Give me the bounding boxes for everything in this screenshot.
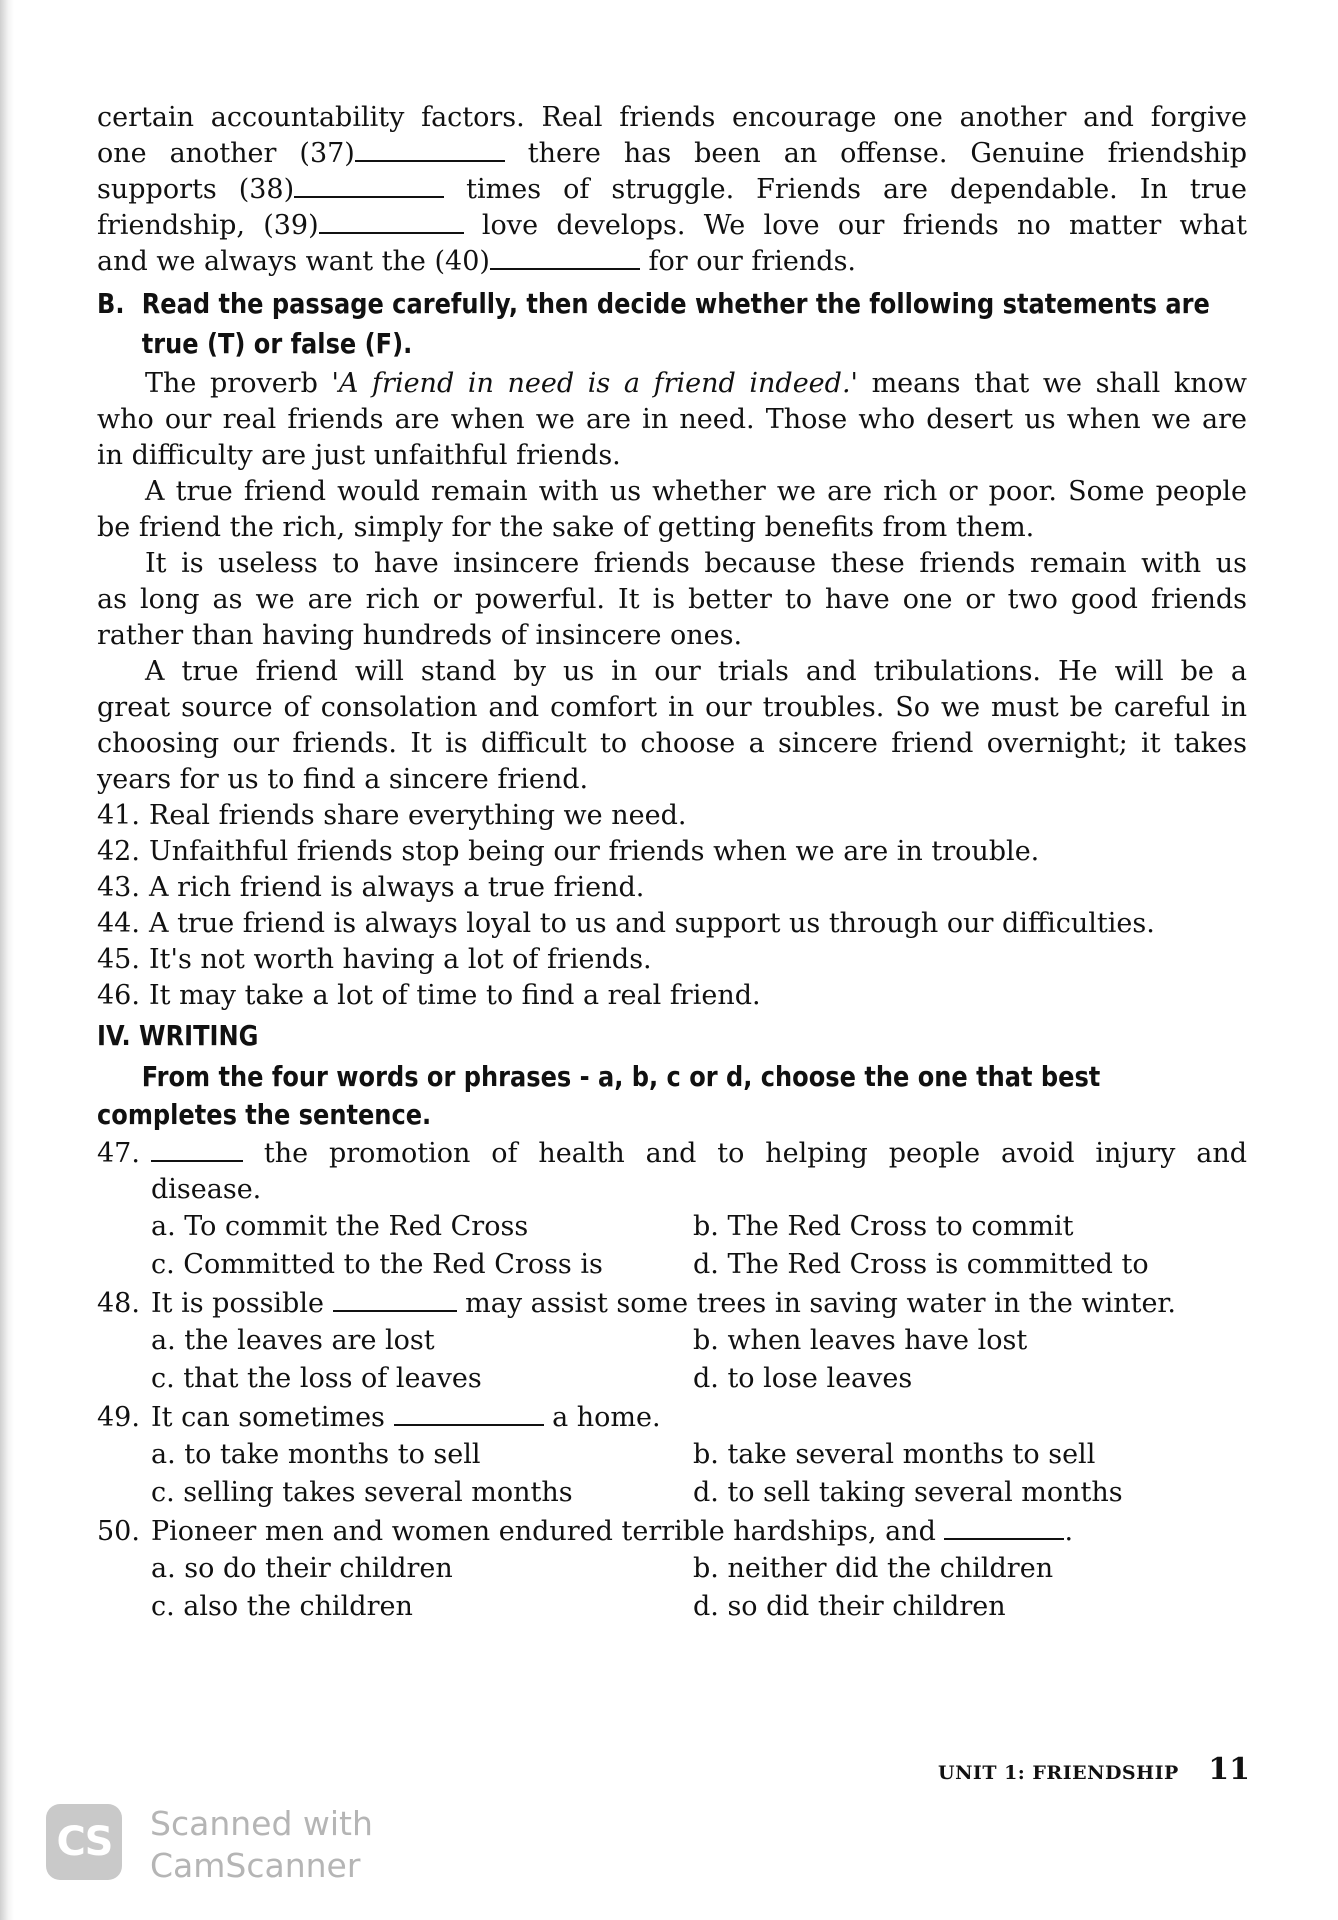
option-c: c. also the children: [151, 1591, 413, 1622]
option-d: d. to lose leaves: [693, 1363, 913, 1394]
unit-title: UNIT 1: FRIENDSHIP: [938, 1762, 1179, 1784]
passage-text: love develops. We love our friends no matter what: [463, 210, 1247, 241]
statement-text: Real friends share everything we need.: [149, 800, 687, 831]
question-stem: [97, 1400, 1247, 1436]
statement-number: 42.: [97, 836, 140, 867]
passage-text: friendship, (39): [97, 210, 319, 241]
question-text: [151, 1136, 1247, 1208]
passage-line: who our real friends are when we are in need. Those who desert us when we are: [97, 404, 1247, 435]
instruction-line: true (T) or false (F).: [141, 327, 413, 360]
passage-line: [97, 172, 1247, 208]
options: [151, 1550, 1247, 1626]
passage-line: [97, 208, 1247, 244]
question-text-part: the promotion of health and to helping people avoid injury and: [243, 1138, 1247, 1169]
statement-item: [97, 870, 1247, 906]
proverb-italic: A friend in need is a friend indeed.: [338, 368, 851, 399]
option-a: a. To commit the Red Cross: [151, 1211, 529, 1242]
option-c: c. selling takes several months: [151, 1477, 573, 1508]
passage-text: for our friends.: [639, 246, 857, 277]
answer-blank: [944, 1514, 1064, 1540]
section-b-heading: [97, 284, 1248, 364]
option-b: b. when leaves have lost: [693, 1325, 1028, 1356]
blank-38: [294, 172, 444, 198]
statement-text: It may take a lot of time to find a real friend.: [149, 980, 761, 1011]
passage-line: be friend the rich, simply for the sake of getting benefits from them.: [97, 512, 1035, 543]
question-47: [97, 1136, 1247, 1284]
statement-text: A true friend is always loyal to us and support us through our difficulties.: [149, 908, 1155, 939]
page-footer: [938, 1752, 1250, 1787]
passage-text: supports (38): [97, 174, 295, 205]
question-text-part: It can sometimes: [151, 1402, 394, 1433]
passage-text: The proverb ': [145, 368, 339, 399]
camscanner-watermark: [150, 1803, 373, 1887]
instruction-line: Read the passage carefully, then decide whether the following statements are: [141, 287, 1210, 320]
statement-item: [97, 906, 1247, 942]
passage-text: ' means that we shall know: [850, 368, 1247, 399]
option-d: d. so did their children: [693, 1591, 1006, 1622]
watermark-line: Scanned with: [150, 1804, 373, 1843]
passage-line: choosing our friends. It is difficult to choose a sincere friend overnight; it takes: [97, 728, 1247, 759]
statement-number: 46.: [97, 980, 140, 1011]
option-d: d. to sell taking several months: [693, 1477, 1123, 1508]
page-edge-shadow: [0, 0, 14, 1920]
camscanner-logo: [46, 1804, 122, 1880]
section-iv-heading: IV. WRITING: [97, 1019, 259, 1052]
section-b-label: B.: [97, 287, 125, 320]
passage-text: one another (37): [97, 138, 355, 169]
passage-b: [97, 366, 1247, 798]
passage-line: in difficulty are just unfaithful friends.: [97, 440, 621, 471]
question-number: 50.: [97, 1516, 140, 1547]
paragraph: [97, 474, 1247, 546]
passage-line: rather than having hundreds of insincere ones.: [97, 620, 743, 651]
question-text-part: disease.: [151, 1174, 262, 1205]
passage-line: A true friend would remain with us whether we are rich or poor. Some people: [145, 476, 1247, 507]
passage-text: there has been an offense. Genuine friendship: [504, 138, 1247, 169]
passage-line: [97, 244, 1247, 280]
passage-line: as long as we are rich or powerful. It is better to have one or two good friends: [97, 584, 1247, 615]
options: [151, 1436, 1247, 1512]
question-text-part: It is possible: [151, 1288, 333, 1319]
statement-item: [97, 798, 1247, 834]
question-50: [97, 1514, 1247, 1626]
paragraph: [97, 366, 1247, 474]
watermark-line: CamScanner: [150, 1846, 361, 1885]
passage-line: [97, 136, 1247, 172]
paragraph: [97, 546, 1247, 654]
statement-item: [97, 834, 1247, 870]
option-a: a. so do their children: [151, 1553, 453, 1584]
option-b: b. take several months to sell: [693, 1439, 1096, 1470]
statement-number: 44.: [97, 908, 140, 939]
question-number: 49.: [97, 1402, 140, 1433]
passage-text: times of struggle. Friends are dependable. In true: [444, 174, 1247, 205]
answer-blank: [151, 1136, 243, 1162]
question-number: 48.: [97, 1288, 140, 1319]
paragraph: [97, 654, 1247, 798]
passage-line: A true friend will stand by us in our trials and tribulations. He will be a: [145, 656, 1247, 687]
blank-40: [490, 244, 640, 270]
passage-text: and we always want the (40): [97, 246, 490, 277]
question-49: [97, 1400, 1247, 1512]
answer-blank: [333, 1286, 457, 1312]
statement-text: It's not worth having a lot of friends.: [149, 944, 652, 975]
section-iv-instruction: completes the sentence.: [97, 1098, 432, 1131]
statement-number: 45.: [97, 944, 140, 975]
question-text-part: Pioneer men and women endured terrible hardships, and: [151, 1516, 945, 1547]
statement-list: [97, 798, 1247, 1014]
passage-continuation: [97, 100, 1247, 280]
blank-37: [355, 136, 505, 162]
option-c: c. that the loss of leaves: [151, 1363, 482, 1394]
option-a: a. the leaves are lost: [151, 1325, 435, 1356]
question-text-part: .: [1064, 1516, 1074, 1547]
statement-item: [97, 978, 1247, 1014]
statement-item: [97, 942, 1247, 978]
question-text: [151, 1514, 1247, 1550]
blank-39: [319, 208, 464, 234]
question-text-part: a home.: [543, 1402, 661, 1433]
statement-text: Unfaithful friends stop being our friends when we are in trouble.: [149, 836, 1040, 867]
passage-line: certain accountability factors. Real friends encourage one another and forgive: [97, 102, 1247, 133]
statement-number: 43.: [97, 872, 140, 903]
passage-line: years for us to find a sincere friend.: [97, 764, 589, 795]
statement-text: A rich friend is always a true friend.: [149, 872, 645, 903]
option-b: b. neither did the children: [693, 1553, 1054, 1584]
option-d: d. The Red Cross is committed to: [693, 1249, 1149, 1280]
answer-blank: [394, 1400, 544, 1426]
options: [151, 1322, 1247, 1398]
page-number: 11: [1208, 1752, 1250, 1787]
question-stem: [97, 1514, 1247, 1550]
question-text: [151, 1400, 1247, 1436]
passage-line: [97, 366, 1247, 402]
section-iv-instruction: From the four words or phrases - a, b, c or d, choose the one that best: [141, 1060, 1101, 1093]
option-a: a. to take months to sell: [151, 1439, 481, 1470]
page-content: [97, 100, 1247, 1626]
question-stem: [97, 1286, 1247, 1322]
section-b-instruction: [142, 284, 1210, 364]
options: [151, 1208, 1247, 1284]
passage-line: It is useless to have insincere friends because these friends remain with us: [145, 548, 1247, 579]
option-b: b. The Red Cross to commit: [693, 1211, 1074, 1242]
question-text-part: may assist some trees in saving water in the winter.: [456, 1288, 1176, 1319]
question-number: 47.: [97, 1138, 140, 1169]
question-text: [151, 1286, 1247, 1322]
option-c: c. Committed to the Red Cross is: [151, 1249, 603, 1280]
question-stem: [97, 1136, 1247, 1208]
statement-number: 41.: [97, 800, 140, 831]
question-48: [97, 1286, 1247, 1398]
passage-line: great source of consolation and comfort in our troubles. So we must be careful in: [97, 692, 1247, 723]
camscanner-logo-text: CS: [56, 1819, 112, 1865]
